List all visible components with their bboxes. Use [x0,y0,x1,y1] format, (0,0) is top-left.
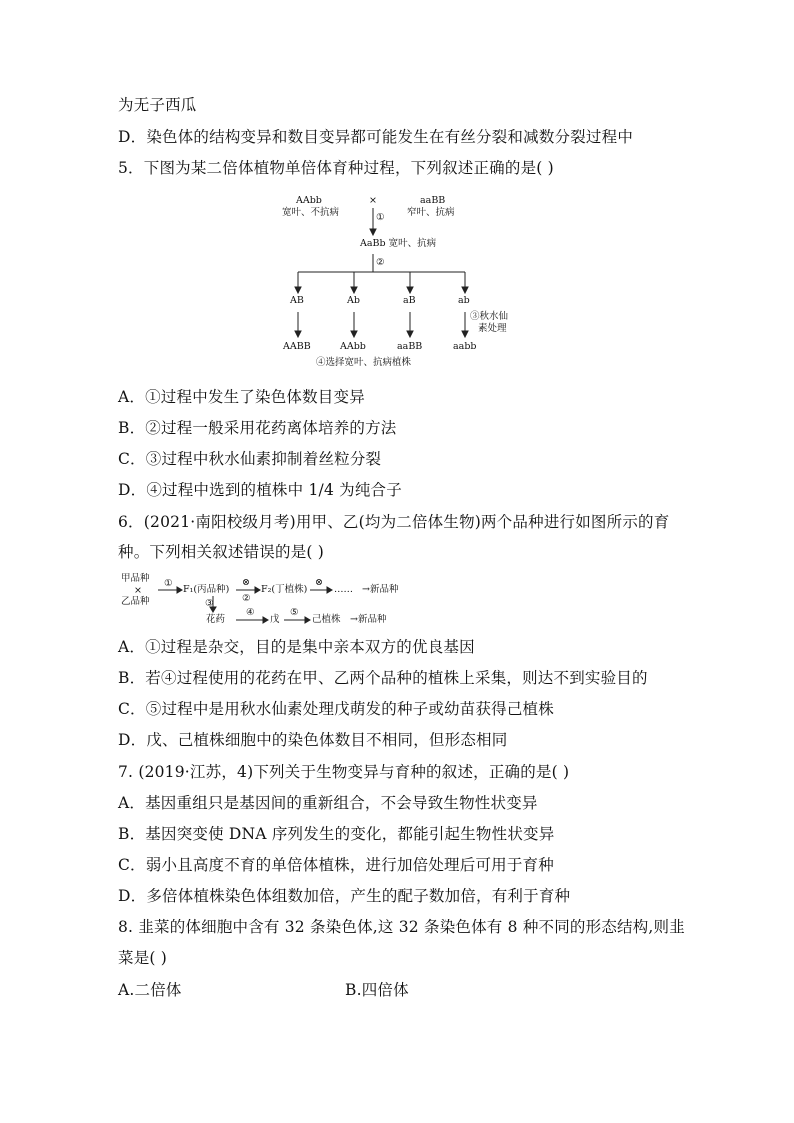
option-6b: B．若④过程使用的花药在甲、乙两个品种的植株上采集，则达不到实验目的 [118,669,648,687]
text-line-continuation: 为无子西瓜 [118,96,197,114]
ellipsis: …… [334,584,353,595]
new-variety-1: →新品种 [362,584,399,595]
question-8-line1: 8. 韭菜的体细胞中含有 32 条染色体,这 32 条染色体有 8 种不同的形态结构,则韭 [118,918,685,936]
question-7: 7. (2019·江苏，4)下列关于生物变异与育种的叙述，正确的是( ) [118,763,570,781]
option-7a: A．基因重组只是基因间的重新组合，不会导致生物性状变异 [118,794,538,812]
diploid-aabb-2: AAbb [340,341,366,352]
pollen-label: 花药 [206,614,226,625]
option-7d: D．多倍体植株染色体组数加倍，产生的配子数加倍，有利于育种 [118,887,571,905]
f2-ding: F₂(丁植株) [261,584,308,595]
step-3-label-2: ③ [205,598,214,609]
option-5a: A．①过程中发生了染色体数目变异 [118,388,365,406]
gamete-ab-3: aB [403,295,416,306]
gamete-ab-2: Ab [347,295,360,306]
variety-yi: 乙品种 [121,596,150,607]
parent1-trait: 宽叶、不抗病 [282,207,340,218]
step-3-label-line1: ③秋水仙 [470,311,509,322]
ji-plant-label: 己植株 [312,614,341,625]
parent2-trait: 窄叶、抗病 [407,207,455,218]
option-5d: D．④过程中选到的植株中 1/4 为纯合子 [118,481,402,499]
diploid-aabb-1: AABB [283,341,311,352]
option-6a: A．①过程是杂交，目的是集中亲本双方的优良基因 [118,638,475,656]
diploid-aabb-4: aabb [453,341,477,352]
step-4-label-2: ④ [246,607,255,618]
question-8-line2: 菜是( ) [118,949,168,967]
option-7c: C．弱小且高度不育的单倍体植株，进行加倍处理后可用于育种 [118,856,554,874]
question-6-line2: 种。下列相关叙述错误的是( ) [118,543,325,561]
option-5b: B．②过程一般采用花药离体培养的方法 [118,419,397,437]
option-8a: A.二倍体 [118,981,182,999]
cross-symbol-2: × [134,585,142,596]
step-5-label: ⑤ [290,607,299,618]
step-2-label-2: ② [242,593,251,604]
cross-symbol: × [369,195,377,206]
step-4-label: ④选择宽叶、抗病植株 [316,357,412,368]
option-6c: C．⑤过程中是用秋水仙素处理戊萌发的种子或幼苗获得己植株 [118,700,554,718]
parent2-genotype: aaBB [420,195,446,206]
option-6d: D．戊、己植株细胞中的染色体数目不相同，但形态相同 [118,731,508,749]
option-4d: D．染色体的结构变异和数目变异都可能发生在有丝分裂和减数分裂过程中 [118,128,634,146]
gamete-ab-1: AB [290,295,304,306]
new-variety-2: →新品种 [350,614,387,625]
question-5: 5．下图为某二倍体植物单倍体育种过程，下列叙述正确的是( ) [118,159,554,177]
step-3-label-line2: 素处理 [478,323,507,334]
wu-label: 戊 [270,614,280,625]
option-7b: B．基因突变使 DNA 序列发生的变化，都能引起生物性状变异 [118,825,555,843]
parent1-genotype: AAbb [296,195,322,206]
f1-label: AaBb 宽叶、抗病 [360,238,437,249]
variety-jia: 甲品种 [121,573,150,584]
diploid-aabb-3: aaBB [397,341,423,352]
question-6-line1: 6．(2021·南阳校级月考)用甲、乙(均为二倍体生物)两个品种进行如图所示的育 [118,513,670,531]
step-1-label-2: ① [164,578,173,589]
step-1-label: ① [376,212,385,223]
self-cross-1: ⊗ [242,577,250,588]
option-5c: C．③过程中秋水仙素抑制着丝粒分裂 [118,450,382,468]
option-8b: B.四倍体 [345,981,409,999]
f1-bing: F₁(丙品种) [183,584,230,595]
step-2-label: ② [376,257,385,268]
self-cross-2: ⊗ [315,577,323,588]
gamete-ab-4: ab [458,295,470,306]
